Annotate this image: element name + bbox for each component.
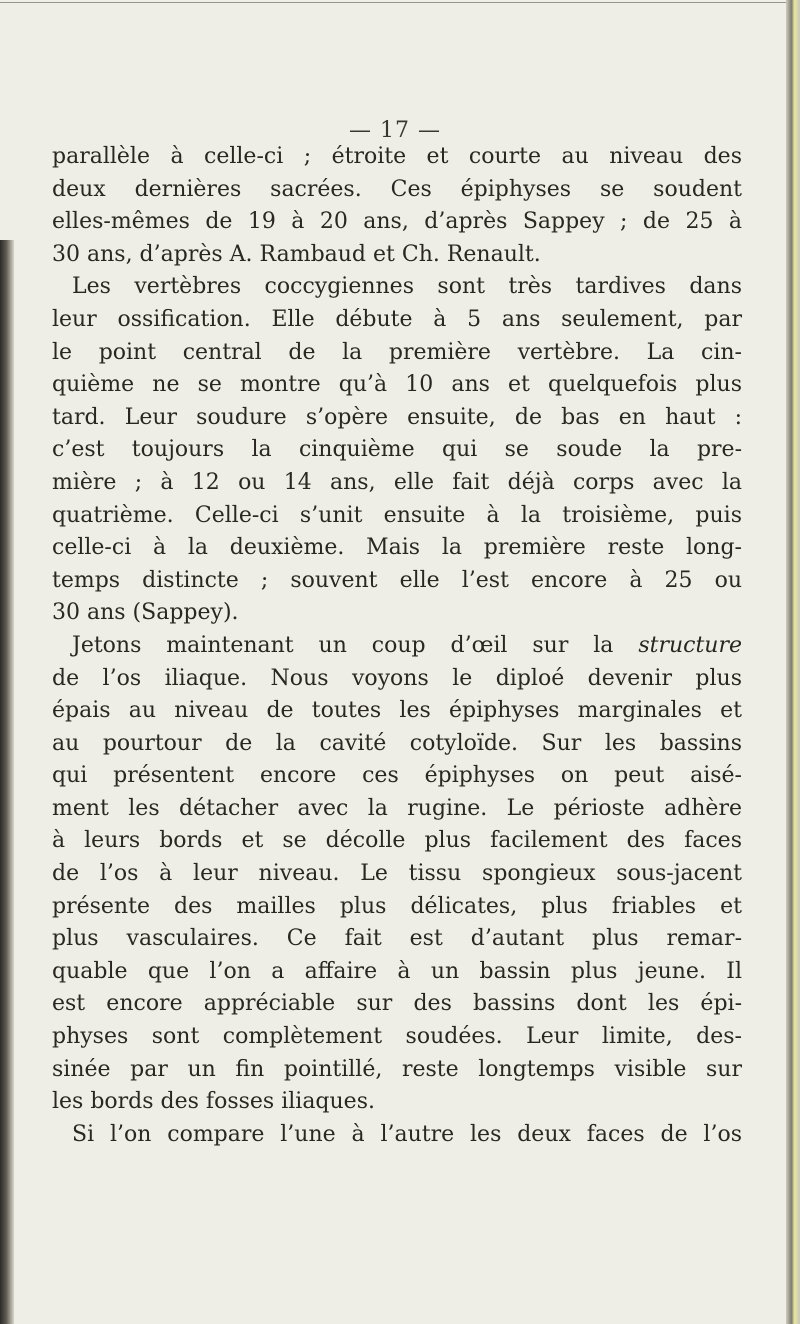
text-line: qui présentent encore ces épiphyses on peut aisé- — [52, 763, 742, 789]
body-text — [52, 141, 742, 1151]
text-line: deux dernières sacrées. Ces épiphyses se soudent — [52, 176, 742, 202]
text-line: temps distincte ; souvent elle l’est encore à 25 ou — [52, 567, 742, 593]
text-line: les bords des fosses iliaques. — [52, 1089, 375, 1115]
text-line: physes sont complètement soudées. Leur limite, des- — [52, 1024, 742, 1050]
text-line: quatrième. Celle-ci s’unit ensuite à la troisième, puis — [52, 502, 742, 528]
text-line: sinée par un fin pointillé, reste longtemps visible sur — [52, 1056, 742, 1082]
left-binding-shadow — [0, 240, 14, 1324]
text-line: 30 ans, d’après A. Rambaud et Ch. Renault. — [52, 241, 541, 267]
text-line: Si l’on compare l’une à l’autre les deux faces de l’os — [72, 1121, 742, 1147]
text-line: 30 ans (Sappey). — [52, 600, 239, 626]
text-line: présente des mailles plus délicates, plus friables et — [52, 893, 742, 919]
text-line: quable que l’on a affaire à un bassin plus jeune. Il — [52, 958, 742, 984]
text-line: de l’os iliaque. Nous voyons le diploé devenir plus — [52, 665, 742, 691]
text-line: de l’os à leur niveau. Le tissu spongieux sous-jacent — [52, 861, 742, 887]
text-line: c’est toujours la cinquième qui se soude la pre- — [52, 437, 742, 463]
text-line: est encore appréciable sur des bassins dont les épi- — [52, 991, 742, 1017]
text-line: à leurs bords et se décolle plus facilement des faces — [52, 828, 742, 854]
top-page-rule — [0, 2, 790, 3]
text-line: parallèle à celle-ci ; étroite et courte au niveau des — [52, 144, 742, 169]
text-line: tard. Leur soudure s’opère ensuite, de bas en haut : — [52, 404, 742, 430]
page-number: — 17 — — [349, 118, 441, 143]
text-line: Jetons maintenant un coup d’œil sur la structure — [72, 632, 742, 658]
text-line: celle-ci à la deuxième. Mais la première reste long- — [52, 535, 742, 561]
right-page-edge — [786, 0, 800, 1324]
text-line: leur ossification. Elle débute à 5 ans seulement, par — [52, 306, 742, 332]
text-line: Les vertèbres coccygiennes sont très tardives dans — [72, 274, 742, 300]
italic-emphasis: structure — [638, 632, 742, 658]
text-line: elles-mêmes de 19 à 20 ans, d’après Sappey ; de 25 à — [52, 209, 742, 235]
text-line: ment les détacher avec la rugine. Le périoste adhère — [52, 795, 742, 821]
text-line: mière ; à 12 ou 14 ans, elle fait déjà corps avec la — [52, 469, 742, 495]
text-line: au pourtour de la cavité cotyloïde. Sur les bassins — [52, 730, 742, 756]
text-line: plus vasculaires. Ce fait est d’autant plus remar- — [52, 926, 742, 952]
text-line: épais au niveau de toutes les épiphyses marginales et — [52, 698, 742, 724]
text-line: le point central de la première vertèbre. La cin- — [52, 339, 742, 365]
text-line: quième ne se montre qu’à 10 ans et quelquefois plus — [52, 372, 742, 398]
